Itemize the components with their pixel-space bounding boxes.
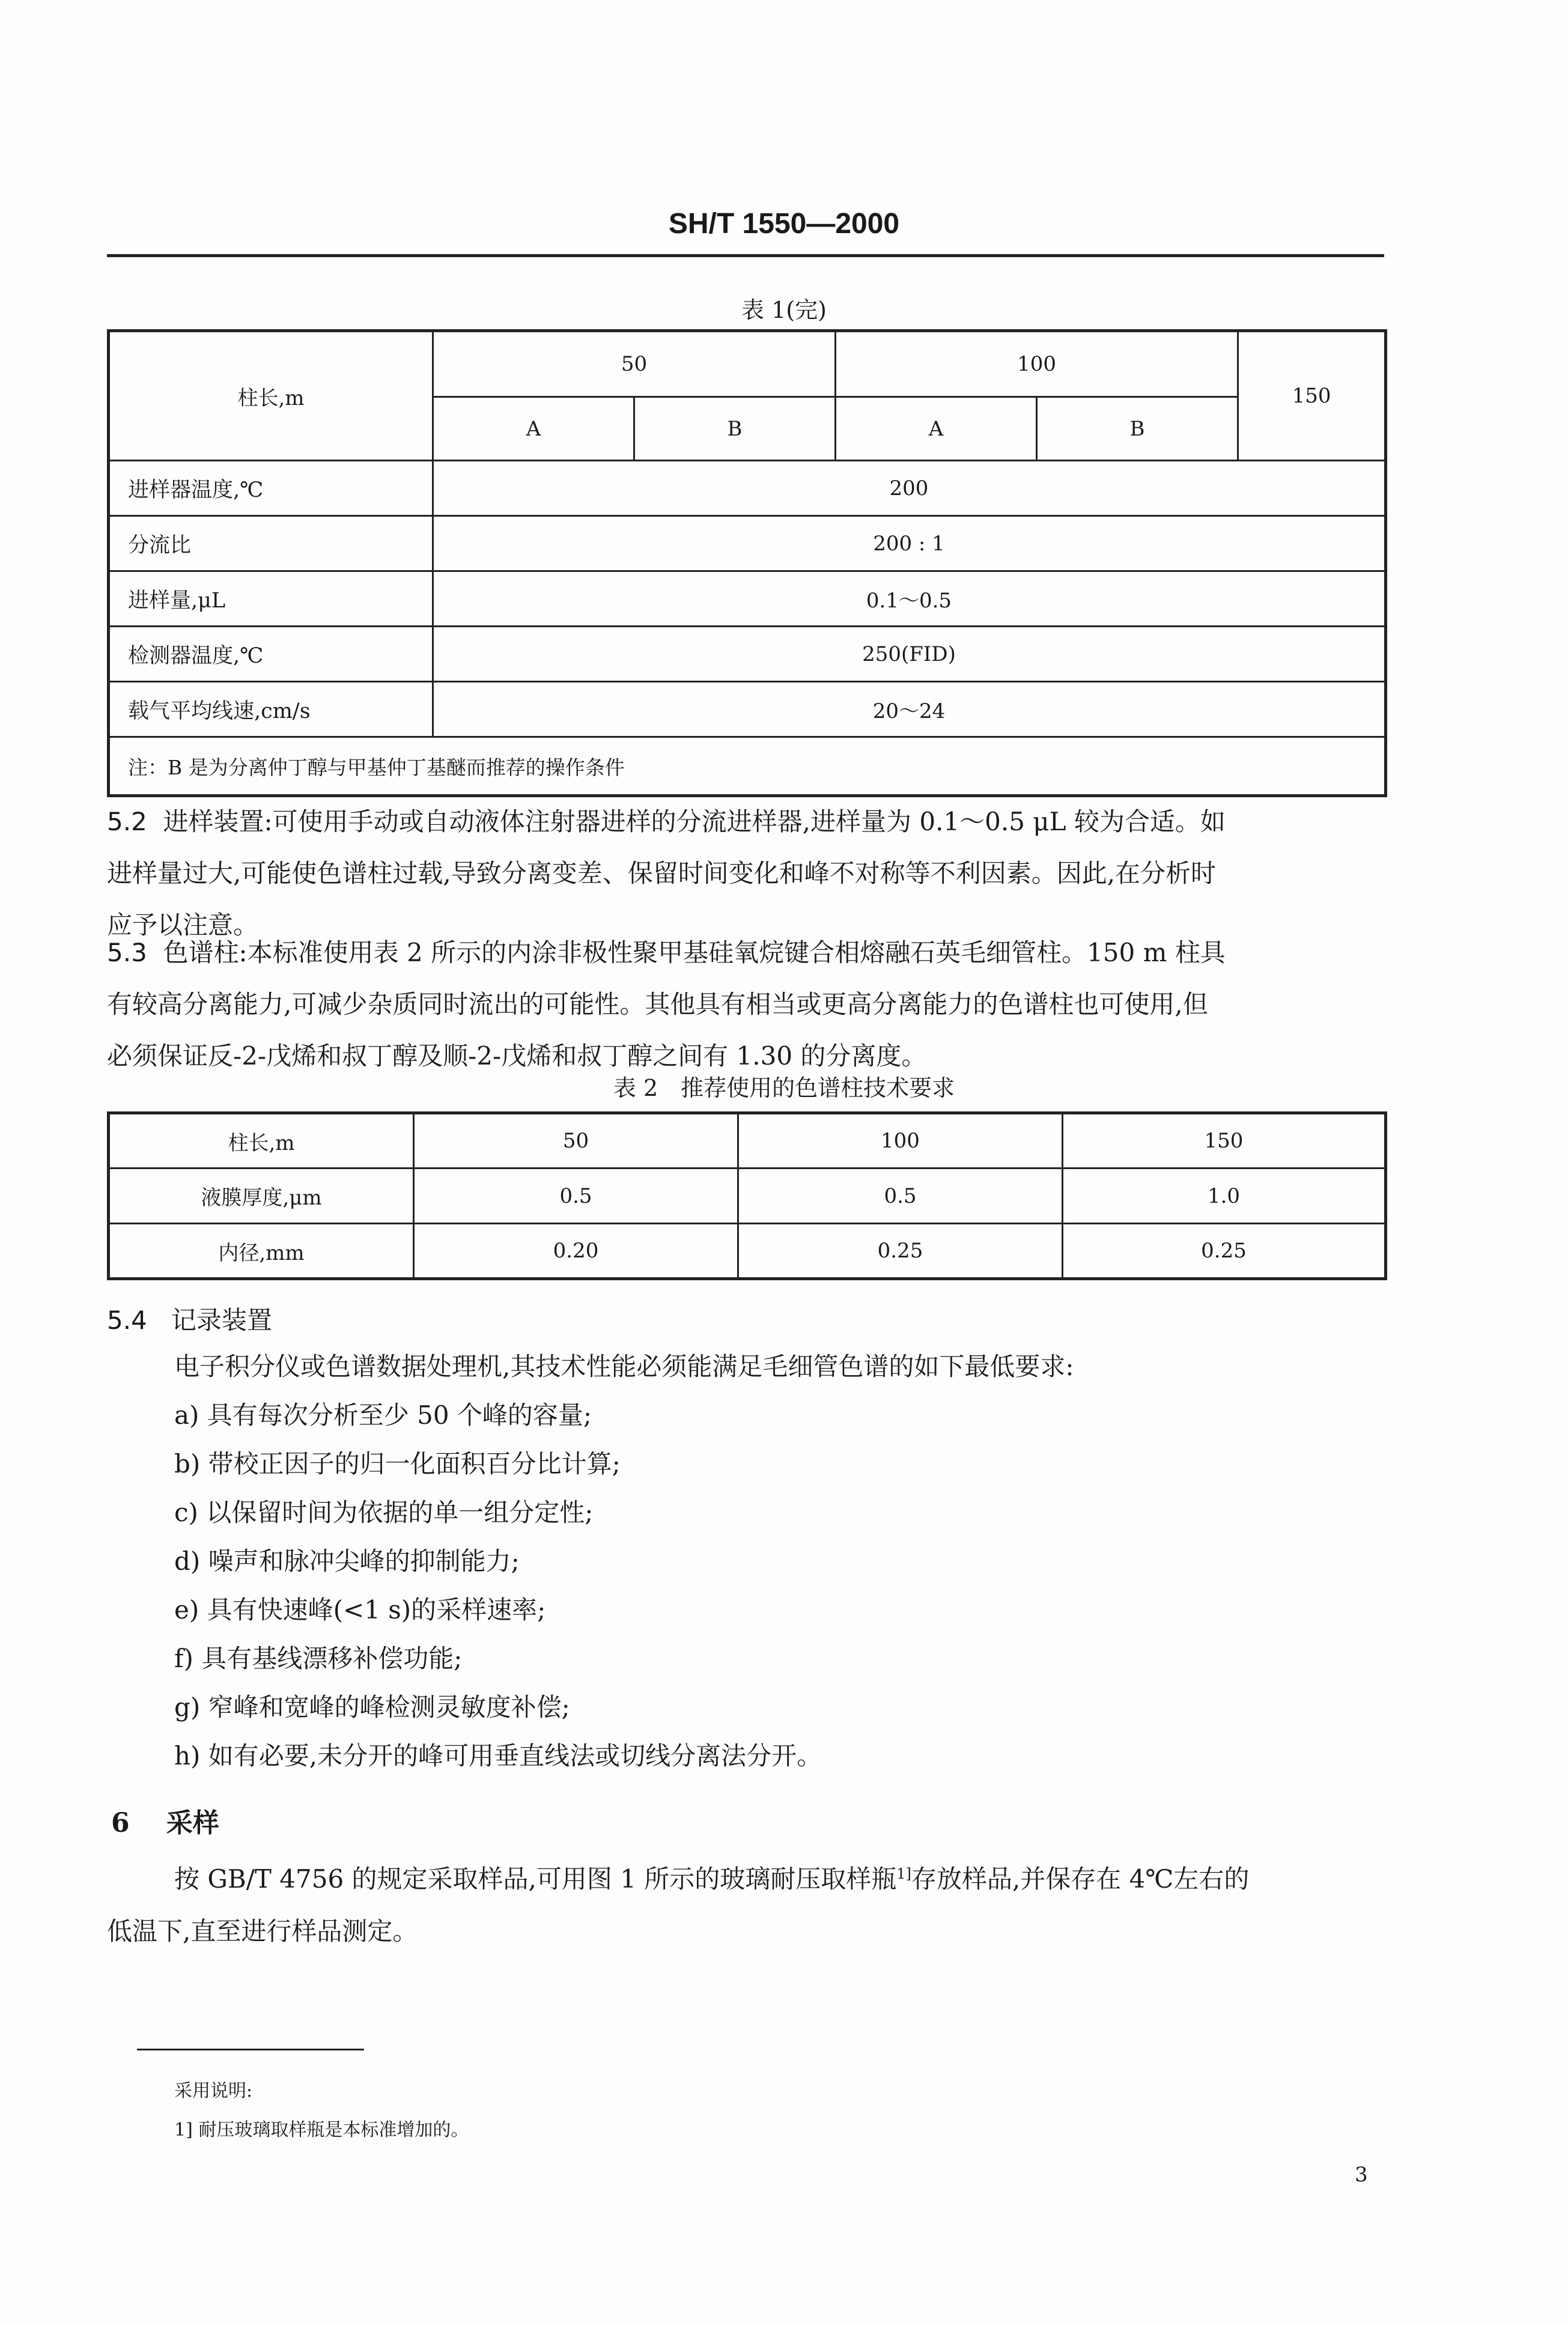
row-value: 200 xyxy=(433,461,1386,516)
table1-sub-a: A xyxy=(433,397,634,461)
list-item: g) 窄峰和宽峰的峰检测灵敏度补偿; xyxy=(174,1692,570,1722)
table1-caption: 表 1(完) xyxy=(741,297,827,323)
table-row xyxy=(109,571,1386,627)
table-row xyxy=(109,627,1386,682)
list-item: d) 噪声和脉冲尖峰的抑制能力; xyxy=(174,1546,520,1576)
table1-group-100: 100 xyxy=(836,331,1238,397)
page-number: 3 xyxy=(1355,2163,1368,2187)
paragraph-line: 必须保证反-2-戊烯和叔丁醇及顺-2-戊烯和叔丁醇之间有 1.30 的分离度。 xyxy=(107,1041,927,1071)
footnote-entry xyxy=(174,2115,469,2141)
footnote-text: 耐压玻璃取样瓶是本标准增加的。 xyxy=(198,2120,469,2141)
paragraph-line: 应予以注意。 xyxy=(107,910,259,940)
section-5-3 xyxy=(107,927,1387,1082)
section-6-line2: 低温下,直至进行样品测定。 xyxy=(107,1916,418,1946)
paragraph-line: 有较高分离能力,可减少杂质同时流出的可能性。其他具有相当或更高分离能力的色谱柱也可使用,但 xyxy=(107,989,1208,1019)
section-number: 5.4 xyxy=(107,1305,147,1335)
row-label: 进样器温度,℃ xyxy=(109,461,433,516)
table-row xyxy=(109,1113,1386,1169)
table-row xyxy=(109,1224,1386,1279)
cell: 0.25 xyxy=(738,1224,1063,1279)
list-item: f) 具有基线漂移补偿功能; xyxy=(174,1644,463,1673)
list-item: e) 具有快速峰(<1 s)的采样速率; xyxy=(174,1595,546,1624)
cell: 0.20 xyxy=(414,1224,738,1279)
table-row xyxy=(109,1169,1386,1224)
row-label: 进样量,μL xyxy=(109,571,433,627)
paragraph-line: 进样量过大,可能使色谱柱过载,导致分离变差、保留时间变化和峰不对称等不利因素。因此,在分析时 xyxy=(107,859,1217,888)
section-number: 5.3 xyxy=(107,938,147,967)
footnote-reference: 1] xyxy=(896,1865,911,1882)
table1-sub-b: B xyxy=(634,397,836,461)
table1-sub-a: A xyxy=(836,397,1037,461)
cell: 0.5 xyxy=(738,1169,1063,1224)
section-number: 6 xyxy=(111,1808,130,1838)
header-rule xyxy=(107,254,1384,257)
table2-caption: 表 2 推荐使用的色谱柱技术要求 xyxy=(613,1075,955,1101)
paragraph-line: 色谱柱:本标准使用表 2 所示的内涂非极性聚甲基硅氧烷键合相熔融石英毛细管柱。150 m 柱具 xyxy=(163,938,1226,967)
table2 xyxy=(107,1111,1387,1280)
list-item: c) 以保留时间为依据的单一组分定性; xyxy=(174,1498,594,1527)
footnote-rule xyxy=(137,2049,364,2050)
list-item: a) 具有每次分析至少 50 个峰的容量; xyxy=(174,1400,592,1430)
section-title: 记录装置 xyxy=(171,1305,272,1335)
row-label: 载气平均线速,cm/s xyxy=(109,682,433,737)
section-title: 采样 xyxy=(166,1808,219,1838)
row-label: 柱长,m xyxy=(109,1113,414,1169)
table1 xyxy=(107,329,1387,797)
table1-group-50: 50 xyxy=(433,331,836,397)
table1-group-150: 150 xyxy=(1238,331,1386,461)
row-value: 200 : 1 xyxy=(433,516,1386,571)
row-label: 分流比 xyxy=(109,516,433,571)
footnote-title: 采用说明: xyxy=(174,2080,253,2102)
section-5-4-heading xyxy=(107,1295,1387,1346)
table1-sub-b: B xyxy=(1037,397,1238,461)
footnote-mark: 1] xyxy=(174,2120,193,2141)
section-5-4-intro: 电子积分仪或色谱数据处理机,其技术性能必须能满足毛细管色谱的如下最低要求: xyxy=(174,1352,1074,1381)
paragraph-line: 进样装置:可使用手动或自动液体注射器进样的分流进样器,进样量为 0.1～0.5 μL 较为合适。如 xyxy=(163,807,1226,836)
row-label: 检测器温度,℃ xyxy=(109,627,433,682)
cell: 1.0 xyxy=(1063,1169,1386,1224)
table1-column-length-label: 柱长,m xyxy=(109,331,433,461)
cell: 50 xyxy=(414,1113,738,1169)
table-row xyxy=(109,461,1386,516)
cell: 0.5 xyxy=(414,1169,738,1224)
paragraph-text: 存放样品,并保存在 4℃左右的 xyxy=(911,1864,1250,1894)
row-label: 内径,mm xyxy=(109,1224,414,1279)
list-item: b) 带校正因子的归一化面积百分比计算; xyxy=(174,1449,621,1479)
paragraph-text: 按 GB/T 4756 的规定采取样品,可用图 1 所示的玻璃耐压取样瓶 xyxy=(174,1864,897,1894)
section-6-heading xyxy=(111,1801,219,1840)
table1-note: 注：B 是为分离仲丁醇与甲基仲丁基醚而推荐的操作条件 xyxy=(109,737,1386,796)
list-item: h) 如有必要,未分开的峰可用垂直线法或切线分离法分开。 xyxy=(174,1741,822,1770)
row-value: 0.1～0.5 xyxy=(433,571,1386,627)
section-6-line1 xyxy=(174,1859,1249,1895)
cell: 150 xyxy=(1063,1113,1386,1169)
table-row xyxy=(109,682,1386,737)
row-value: 250(FID) xyxy=(433,627,1386,682)
table-row xyxy=(109,516,1386,571)
cell: 0.25 xyxy=(1063,1224,1386,1279)
standard-code-header: SH/T 1550—2000 xyxy=(668,208,900,240)
cell: 100 xyxy=(738,1113,1063,1169)
row-value: 20～24 xyxy=(433,682,1386,737)
section-number: 5.2 xyxy=(107,807,147,836)
row-label: 液膜厚度,μm xyxy=(109,1169,414,1224)
